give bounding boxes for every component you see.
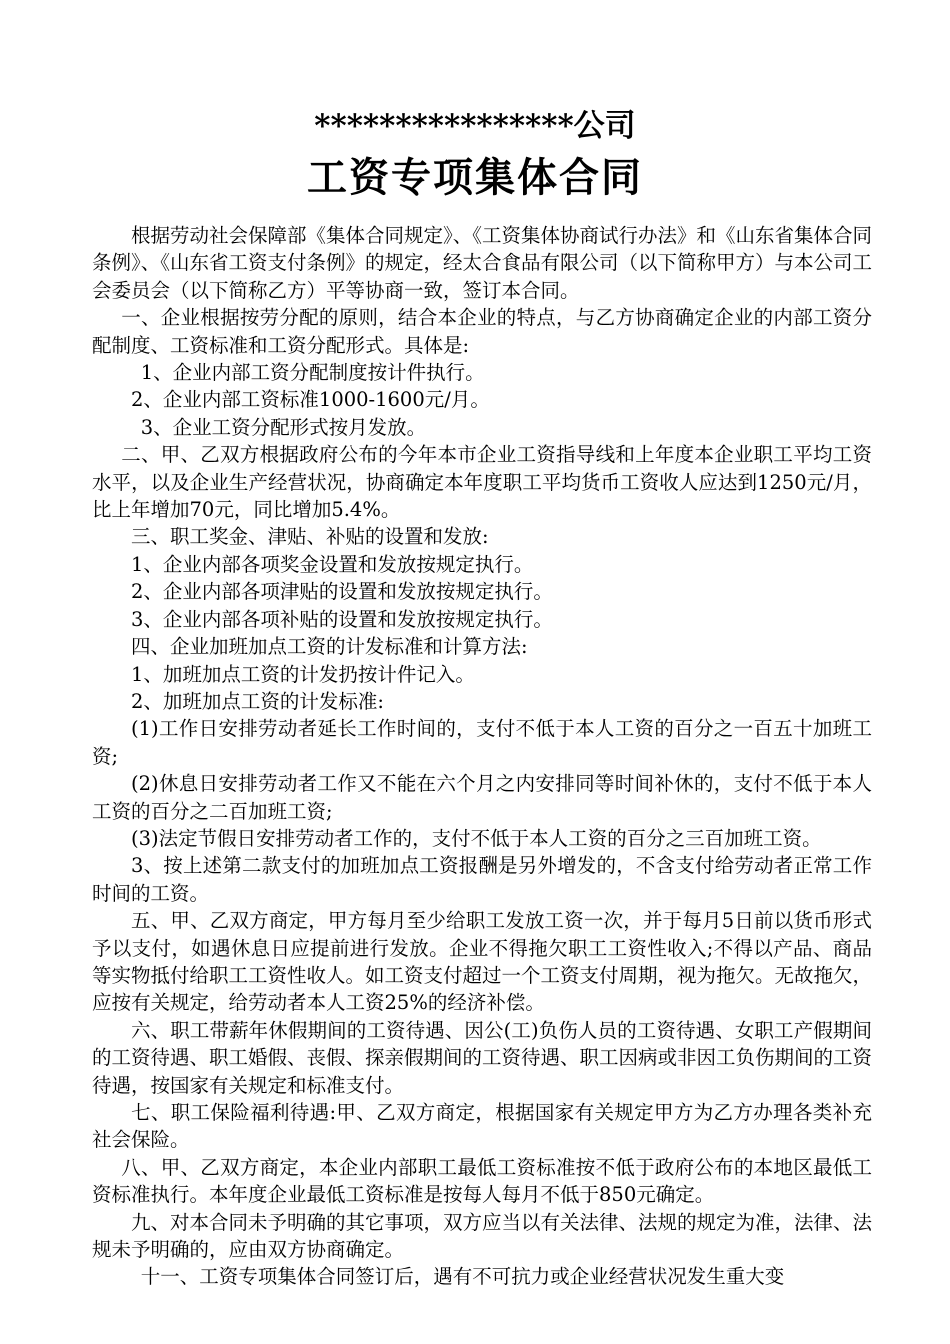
company-title: ****************公司 xyxy=(314,108,636,144)
clause-4-item-2-sub-2: (2)休息日安排劳动者工作又不能在六个月之内安排同等时间补休的，支付不低于本人工资的百分之二百加班工资; xyxy=(92,772,872,823)
clause-4: 四、企业加班加点工资的计发标准和计算方法: xyxy=(131,635,528,659)
clause-4-item-2: 2、加班加点工资的计发标准: xyxy=(131,689,384,713)
contract-title: 工资专项集体合同 xyxy=(307,154,643,201)
preamble-paragraph: 根据劳动社会保障部《集体合同规定》、《工资集体协商试行办法》和《山东省集体合同条例》、《山东省工资支付条例》的规定，经太合食品有限公司（以下简称甲方）与本公司工会委员会（以下简称乙方）平等协商一致，签订本合同。 xyxy=(92,224,873,302)
clause-4-item-1: 1、加班加点工资的计发扔按计件记入。 xyxy=(131,662,475,686)
clause-4-item-3: 3、按上述第二款支付的加班加点工资报酬是另外增发的，不含支付给劳动者正常工作时间的工资。 xyxy=(92,854,872,905)
clause-1-item-2: 2、企业内部工资标准1000-1600元/月。 xyxy=(131,388,490,412)
clause-8: 八、甲、乙双方商定，本企业内部职工最低工资标准按不低于政府公布的本地区最低工资标准执行。本年度企业最低工资标准是按每人每月不低于850元确定。 xyxy=(92,1155,872,1207)
clause-2: 二、甲、乙双方根据政府公布的今年本市企业工资指导线和上年度本企业职工平均工资水平，以及企业生产经营状况，协商确定本年度职工平均货币工资收人应达到1250元/月，比上年增加70元，同比增加5.4%。 xyxy=(92,443,872,522)
clause-11: 十一、工资专项集体合同签订后，遇有不可抗力或企业经营状况发生重大变 xyxy=(140,1265,785,1289)
clause-1-item-1: 1、企业内部工资分配制度按计件执行。 xyxy=(140,361,485,385)
clause-5: 五、甲、乙双方商定，甲方每月至少给职工发放工资一次，并于每月5日前以货币形式予以支付，如遇休息日应提前进行发放。企业不得拖欠职工工资性收入;不得以产品、商品等实物抵付给职工工资性收人。如工资支付超过一个工资支付周期，视为拖欠。无故拖欠，应按有关规定，给劳动者本人工资25%的经济补偿。 xyxy=(92,909,873,1015)
clause-3: 三、职工奖金、津贴、补贴的设置和发放: xyxy=(131,525,489,549)
clause-7: 七、职工保险福利待遇:甲、乙双方商定，根据国家有关规定甲方为乙方办理各类补充社会保险。 xyxy=(92,1101,872,1152)
clause-6: 六、职工带薪年休假期间的工资待遇、因公(工)负伤人员的工资待遇、女职工产假期间的工资待遇、职工婚假、丧假、探亲假期间的工资待遇、职工因病或非因工负伤期间的工资待遇，按国家有关规定和标准支付。 xyxy=(92,1018,873,1097)
contract-body xyxy=(92,222,872,1291)
clause-3-item-2: 2、企业内部各项津贴的设置和发放按规定执行。 xyxy=(131,580,553,604)
clause-9: 九、对本合同未予明确的其它事项，双方应当以有关法律、法规的规定为准，法律、法规未予明确的，应由双方协商确定。 xyxy=(92,1210,873,1262)
clause-4-item-2-sub-3: (3)法定节假日安排劳动者工作的，支付不低于本人工资的百分之三百加班工资。 xyxy=(131,826,822,850)
clause-1: 一、企业根据按劳分配的原则，结合本企业的特点，与乙方协商确定企业的内部工资分配制度、工资标准和工资分配形式。具体是: xyxy=(92,306,872,357)
clause-3-item-1: 1、企业内部各项奖金设置和发放按规定执行。 xyxy=(131,552,534,576)
clause-1-item-3: 3、企业工资分配形式按月发放。 xyxy=(140,415,427,439)
clause-3-item-3: 3、企业内部各项补贴的设置和发放按规定执行。 xyxy=(131,607,553,631)
clause-4-item-2-sub-1: (1)工作日安排劳动者延长工作时间的，支付不低于本人工资的百分之一百五十加班工资; xyxy=(92,717,872,768)
